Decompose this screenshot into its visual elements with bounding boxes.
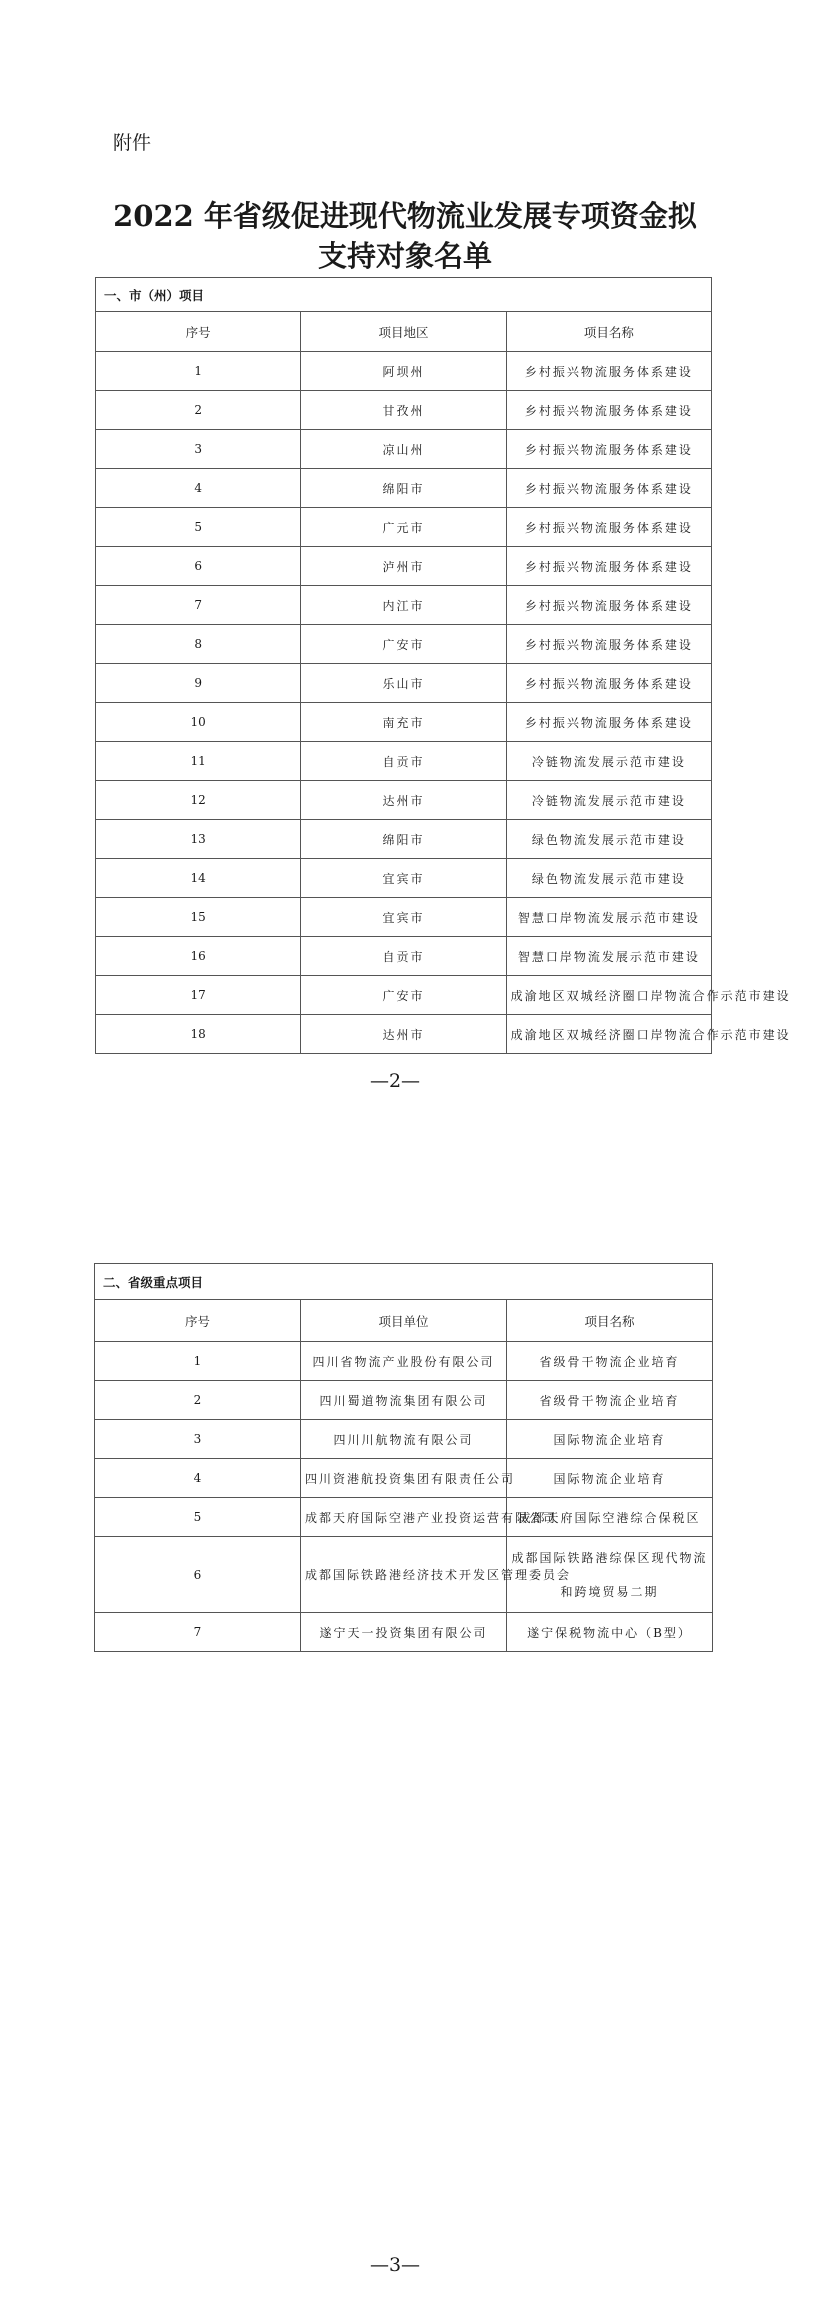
row-index: 4 xyxy=(96,469,301,508)
row-unit: 成都天府国际空港产业投资运营有限公司 xyxy=(301,1498,507,1537)
table-row xyxy=(96,976,712,1015)
document-title-line-2: 支持对象名单 xyxy=(317,239,492,273)
row-region: 内江市 xyxy=(301,586,506,625)
row-index: 6 xyxy=(96,547,301,586)
document-title-line-1: 2022 年省级促进现代物流业发展专项资金拟 xyxy=(113,199,697,233)
row-project-name: 乡村振兴物流服务体系建设 xyxy=(506,586,711,625)
row-index: 4 xyxy=(95,1459,301,1498)
table-row xyxy=(95,1342,713,1381)
row-index: 16 xyxy=(96,937,301,976)
row-region: 达州市 xyxy=(301,781,506,820)
row-project-name: 乡村振兴物流服务体系建设 xyxy=(506,664,711,703)
table-row xyxy=(96,625,712,664)
row-project-name: 成渝地区双城经济圈口岸物流合作示范市建设 xyxy=(506,976,711,1015)
page-number: —2— xyxy=(369,1070,421,1092)
row-region: 阿坝州 xyxy=(301,352,506,391)
row-index: 5 xyxy=(96,508,301,547)
row-region: 泸州市 xyxy=(301,547,506,586)
table-row xyxy=(96,937,712,976)
row-unit: 四川资港航投资集团有限责任公司 xyxy=(301,1459,507,1498)
table-row xyxy=(96,586,712,625)
table-row xyxy=(96,820,712,859)
row-project-name: 成渝地区双城经济圈口岸物流合作示范市建设 xyxy=(506,1015,711,1054)
row-index: 7 xyxy=(95,1613,301,1652)
row-index: 1 xyxy=(95,1342,301,1381)
city-project-table xyxy=(95,277,791,1054)
row-region: 自贡市 xyxy=(301,937,506,976)
row-project-name: 冷链物流发展示范市建设 xyxy=(506,781,711,820)
row-project-name: 乡村振兴物流服务体系建设 xyxy=(506,352,711,391)
row-index: 12 xyxy=(96,781,301,820)
row-project-name: 成都天府国际空港综合保税区 xyxy=(507,1498,713,1537)
row-project-name: 国际物流企业培育 xyxy=(507,1420,713,1459)
row-index: 13 xyxy=(96,820,301,859)
row-project-name: 成都国际铁路港综保区现代物流和跨境贸易二期 xyxy=(507,1537,713,1613)
row-region: 广安市 xyxy=(301,976,506,1015)
row-index: 2 xyxy=(96,391,301,430)
table-row xyxy=(96,859,712,898)
row-region: 凉山州 xyxy=(301,430,506,469)
row-index: 5 xyxy=(95,1498,301,1537)
row-project-name: 绿色物流发展示范市建设 xyxy=(506,859,711,898)
row-index: 6 xyxy=(95,1537,301,1613)
provincial-project-table xyxy=(94,1263,713,1652)
row-project-name: 国际物流企业培育 xyxy=(507,1459,713,1498)
section-heading: 二、省级重点项目 xyxy=(95,1264,713,1300)
row-region: 绵阳市 xyxy=(301,469,506,508)
row-project-name: 绿色物流发展示范市建设 xyxy=(506,820,711,859)
row-region: 达州市 xyxy=(301,1015,506,1054)
row-unit: 四川蜀道物流集团有限公司 xyxy=(301,1381,507,1420)
header-unit: 项目单位 xyxy=(301,1300,507,1342)
row-index: 11 xyxy=(96,742,301,781)
row-index: 2 xyxy=(95,1381,301,1420)
table-row xyxy=(95,1498,713,1537)
table-row xyxy=(96,508,712,547)
row-project-name: 省级骨干物流企业培育 xyxy=(507,1342,713,1381)
table-row xyxy=(96,664,712,703)
row-unit: 四川川航物流有限公司 xyxy=(301,1420,507,1459)
table-row xyxy=(95,1537,713,1613)
row-project-name: 智慧口岸物流发展示范市建设 xyxy=(506,898,711,937)
row-index: 1 xyxy=(96,352,301,391)
table-row xyxy=(96,391,712,430)
row-project-name: 乡村振兴物流服务体系建设 xyxy=(506,547,711,586)
table-row xyxy=(96,352,712,391)
row-region: 自贡市 xyxy=(301,742,506,781)
table-row xyxy=(96,547,712,586)
row-project-name: 冷链物流发展示范市建设 xyxy=(506,742,711,781)
row-unit: 成都国际铁路港经济技术开发区管理委员会 xyxy=(301,1537,507,1613)
table-row xyxy=(96,1015,712,1054)
header-index: 序号 xyxy=(96,312,301,352)
row-index: 17 xyxy=(96,976,301,1015)
row-index: 7 xyxy=(96,586,301,625)
table-row xyxy=(95,1613,713,1652)
table-row xyxy=(96,469,712,508)
row-index: 18 xyxy=(96,1015,301,1054)
row-project-name: 遂宁保税物流中心（B型） xyxy=(507,1613,713,1652)
row-project-name: 乡村振兴物流服务体系建设 xyxy=(506,430,711,469)
row-index: 8 xyxy=(96,625,301,664)
row-unit: 四川省物流产业股份有限公司 xyxy=(301,1342,507,1381)
row-index: 9 xyxy=(96,664,301,703)
attachment-label: 附件 xyxy=(113,132,152,154)
table-row xyxy=(96,742,712,781)
row-project-name: 智慧口岸物流发展示范市建设 xyxy=(506,937,711,976)
table-row xyxy=(95,1459,713,1498)
table-row xyxy=(96,781,712,820)
row-region: 乐山市 xyxy=(301,664,506,703)
row-region: 甘孜州 xyxy=(301,391,506,430)
row-project-name: 省级骨干物流企业培育 xyxy=(507,1381,713,1420)
row-region: 绵阳市 xyxy=(301,820,506,859)
table-row xyxy=(95,1420,713,1459)
row-project-name: 乡村振兴物流服务体系建设 xyxy=(506,508,711,547)
row-index: 10 xyxy=(96,703,301,742)
row-index: 14 xyxy=(96,859,301,898)
row-region: 广安市 xyxy=(301,625,506,664)
header-index: 序号 xyxy=(95,1300,301,1342)
row-index: 3 xyxy=(96,430,301,469)
table-row xyxy=(96,703,712,742)
row-project-name: 乡村振兴物流服务体系建设 xyxy=(506,469,711,508)
row-project-name: 乡村振兴物流服务体系建设 xyxy=(506,703,711,742)
row-region: 宜宾市 xyxy=(301,859,506,898)
row-unit: 遂宁天一投资集团有限公司 xyxy=(301,1613,507,1652)
row-region: 广元市 xyxy=(301,508,506,547)
row-index: 3 xyxy=(95,1420,301,1459)
row-region: 宜宾市 xyxy=(301,898,506,937)
header-region: 项目地区 xyxy=(301,312,506,352)
table-row xyxy=(95,1381,713,1420)
page-number: —3— xyxy=(369,2254,421,2276)
header-project-name: 项目名称 xyxy=(506,312,711,352)
table-row xyxy=(96,898,712,937)
table-row xyxy=(96,430,712,469)
header-project-name: 项目名称 xyxy=(507,1300,713,1342)
row-region: 南充市 xyxy=(301,703,506,742)
row-project-name: 乡村振兴物流服务体系建设 xyxy=(506,391,711,430)
row-project-name: 乡村振兴物流服务体系建设 xyxy=(506,625,711,664)
row-index: 15 xyxy=(96,898,301,937)
section-heading: 一、市（州）项目 xyxy=(96,278,712,312)
